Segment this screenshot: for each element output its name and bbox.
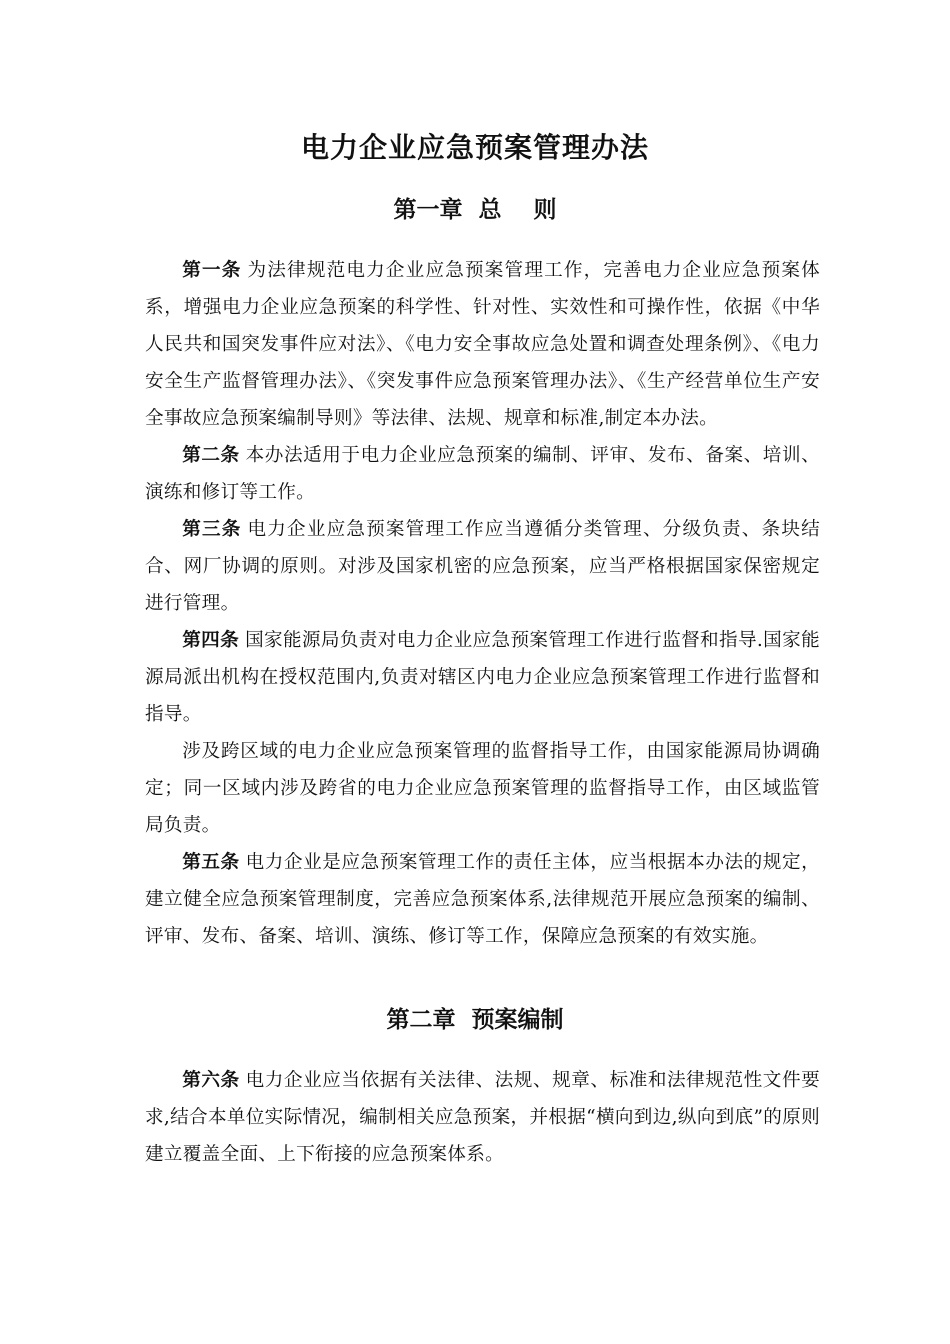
article-6 (145, 1062, 820, 1173)
article-3 (145, 511, 820, 622)
article-number: 第一条 (182, 260, 242, 281)
article-2 (145, 437, 820, 511)
article-text: 电力企业应急预案管理工作应当遵循分类管理、分级负责、条块结合、网厂协调的原则。对涉及国家机密的应急预案，应当严格根据国家保密规定进行管理。 (145, 519, 821, 614)
article-5 (145, 844, 820, 955)
article-text: 本办法适用于电力企业应急预案的编制、评审、发布、备案、培训、演练和修订等工作。 (145, 445, 820, 503)
chapter-2-title: 第二章 预案编制 (386, 1007, 564, 1033)
article-text: 涉及跨区域的电力企业应急预案管理的监督指导工作，由国家能源局协调确定；同一区域内涉及跨省的电力企业应急预案管理的监督指导工作，由区域监管局负责。 (145, 741, 820, 836)
article-text: 电力企业应当依据有关法律、法规、规章、标准和法律规范性文件要求,结合本单位实际情况，编制相关应急预案，并根据“横向到边,纵向到底”的原则建立覆盖全面、上下衔接的应急预案体系。 (145, 1070, 820, 1165)
article-number: 第二条 (182, 445, 240, 466)
chapter-1-body (145, 252, 820, 955)
article-number: 第五条 (182, 852, 240, 873)
document-title: 电力企业应急预案管理办法 (300, 131, 649, 164)
article-4-continued (145, 733, 820, 844)
chapter-1-title: 第一章 总 则 (393, 197, 557, 223)
article-text: 为法律规范电力企业应急预案管理工作，完善电力企业应急预案体系，增强电力企业应急预案的科学性、针对性、实效性和可操作性，依据《中华人民共和国突发事件应对法》、《电力安全事故应急处置和调查处理条例》、《电力安全生产监督管理办法》、《突发事件应急预案管理办法》、《生产经营单位生产安全事故应急预案编制导则》等法律、法规、规章和标准,制定本办法。 (145, 260, 821, 429)
article-4 (145, 622, 820, 733)
article-number: 第四条 (182, 630, 240, 651)
chapter-2-body (145, 1062, 820, 1173)
article-number: 第三条 (182, 519, 242, 540)
article-number: 第六条 (182, 1070, 240, 1091)
article-text: 国家能源局负责对电力企业应急预案管理工作进行监督和指导.国家能源局派出机构在授权范围内,负责对辖区内电力企业应急预案管理工作进行监督和指导。 (145, 630, 820, 725)
article-1 (145, 252, 820, 437)
article-text: 电力企业是应急预案管理工作的责任主体，应当根据本办法的规定，建立健全应急预案管理制度，完善应急预案体系,法律规范开展应急预案的编制、评审、发布、备案、培训、演练、修订等工作，保障应急预案的有效实施。 (145, 852, 820, 947)
